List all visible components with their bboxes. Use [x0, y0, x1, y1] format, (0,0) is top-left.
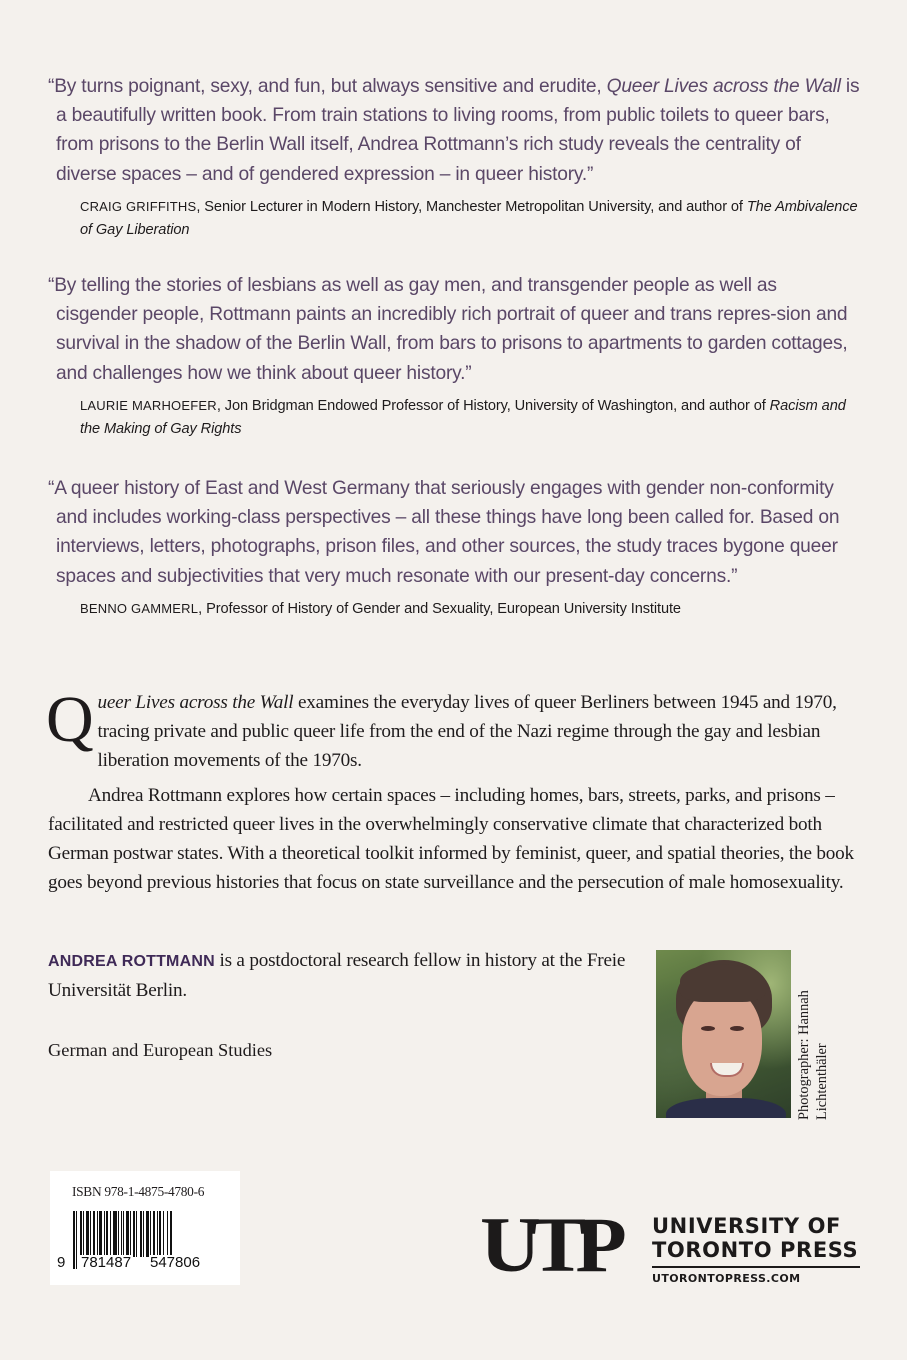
- description-text: examines the everyday lives of queer Berliners between 1945 and 1970, tracing private and public queer life from the end of the Nazi regime through the gay and lesbian liberation movements of the 1970s.: [97, 692, 837, 771]
- endorsement-quote: [48, 72, 860, 189]
- isbn-label: ISBN 978-1-4875-4780-6: [72, 1184, 205, 1199]
- series-category: German and European Studies: [48, 1040, 273, 1060]
- endorsement-attribution: [80, 195, 860, 242]
- publisher-logo: [480, 1201, 860, 1288]
- publisher-name-line-2: TORONTO PRESS: [652, 1238, 859, 1262]
- drop-cap: Q: [46, 683, 94, 756]
- description-paragraph-1: [46, 683, 864, 775]
- endorsement-quote: “A queer history of East and West Germany that seriously engages with gender non-conformity and includes working-class perspectives – all these things have long been called for. Based on interviews, letters, photographs, prison files, and other sources, the study traces bygone queer spaces and subjectivities that very much resonate with our present-day concerns.”: [48, 478, 840, 587]
- endorser-name: LAURIE MARHOEFER: [80, 397, 217, 413]
- publisher-divider: [652, 1266, 860, 1268]
- book-title-italic: Queer Lives across the Wall: [606, 76, 841, 97]
- endorsement-marhoefer: [48, 271, 860, 441]
- photo-eye: [730, 1026, 744, 1031]
- endorser-name: BENNO GAMMERL: [80, 600, 199, 616]
- endorsement-quote: “By telling the stories of lesbians as well as gay men, and transgender people as well as cisgender people, Rottmann paints an incredibly rich portrait of queer and trans repres-sion and survival in the shadow of the Berlin Wall, from bars to prisons to apartments to garden cottages, and challenges how we think about queer history.”: [48, 275, 848, 384]
- photo-eye: [701, 1026, 715, 1031]
- endorser-role: , Professor of History of Gender and Sexuality, European University Institute: [198, 600, 681, 617]
- barcode-digits-right: 547806: [150, 1254, 201, 1271]
- publisher-name-line-1: UNIVERSITY OF: [652, 1214, 841, 1238]
- endorsement-attribution: [80, 394, 860, 441]
- endorser-role: , Jon Bridgman Endowed Professor of History, University of Washington, and author of: [216, 397, 770, 414]
- barcode-digits-left: 781487: [81, 1254, 132, 1271]
- book-title-italic: ueer Lives across the Wall: [97, 692, 294, 713]
- publisher-name: [652, 1214, 858, 1262]
- endorsement-gammerl: [48, 474, 860, 621]
- publisher-url: UTORONTOPRESS.COM: [652, 1272, 801, 1285]
- photo-credit-text: [795, 990, 831, 1120]
- photo-credit: [795, 952, 835, 1120]
- endorser-book: The Ambivalence of Gay Liberation: [80, 198, 858, 238]
- book-description: [46, 683, 864, 897]
- photo-face: [682, 988, 762, 1096]
- endorsement-attribution: [80, 597, 860, 621]
- endorser-name: CRAIG GRIFFITHS: [80, 198, 197, 214]
- isbn-barcode: [50, 1171, 240, 1285]
- author-bio-text: is a postdoctoral research fellow in history at the Freie Universität Berlin.: [48, 950, 626, 1001]
- photo-fringe: [680, 964, 766, 1002]
- photo-credit-line-1: Photographer: Hannah: [796, 990, 812, 1120]
- photo-credit-line-2: Lichtenthäler: [814, 1043, 830, 1120]
- endorsement-griffiths: [48, 72, 860, 242]
- author-name: ANDREA ROTTMANN: [48, 953, 215, 970]
- quote-text: “By turns poignant, sexy, and fun, but always sensitive and erudite,: [48, 76, 607, 97]
- description-paragraph-2: Andrea Rottmann explores how certain spaces – including homes, bars, streets, parks, and prisons – facilitated and restricted queer lives in the overwhelmingly conservative climate that characterized both German postwar states. With a theoretical toolkit informed by feminist, queer, and spatial theories, the book goes beyond previous histories that focus on state surveillance and the persecution of male homosexuality.: [48, 785, 854, 893]
- utp-logo-icon: UTP: [480, 1201, 617, 1288]
- author-bio: [48, 946, 628, 1005]
- barcode-digit-prefix: 9: [57, 1254, 66, 1271]
- endorser-role: , Senior Lecturer in Modern History, Manchester Metropolitan University, and author of: [196, 198, 747, 215]
- photo-shirt: [666, 1098, 786, 1118]
- author-photo: [656, 950, 791, 1118]
- quote-text: is a beautifully written book. From train stations to living rooms, from public toilets to queer bars, from prisons to the Berlin Wall itself, Andrea Rottmann’s rich study reveals the centrality of diverse spaces – and of gendered expression – in queer history.”: [56, 76, 860, 185]
- endorser-book: Racism and the Making of Gay Rights: [80, 397, 846, 437]
